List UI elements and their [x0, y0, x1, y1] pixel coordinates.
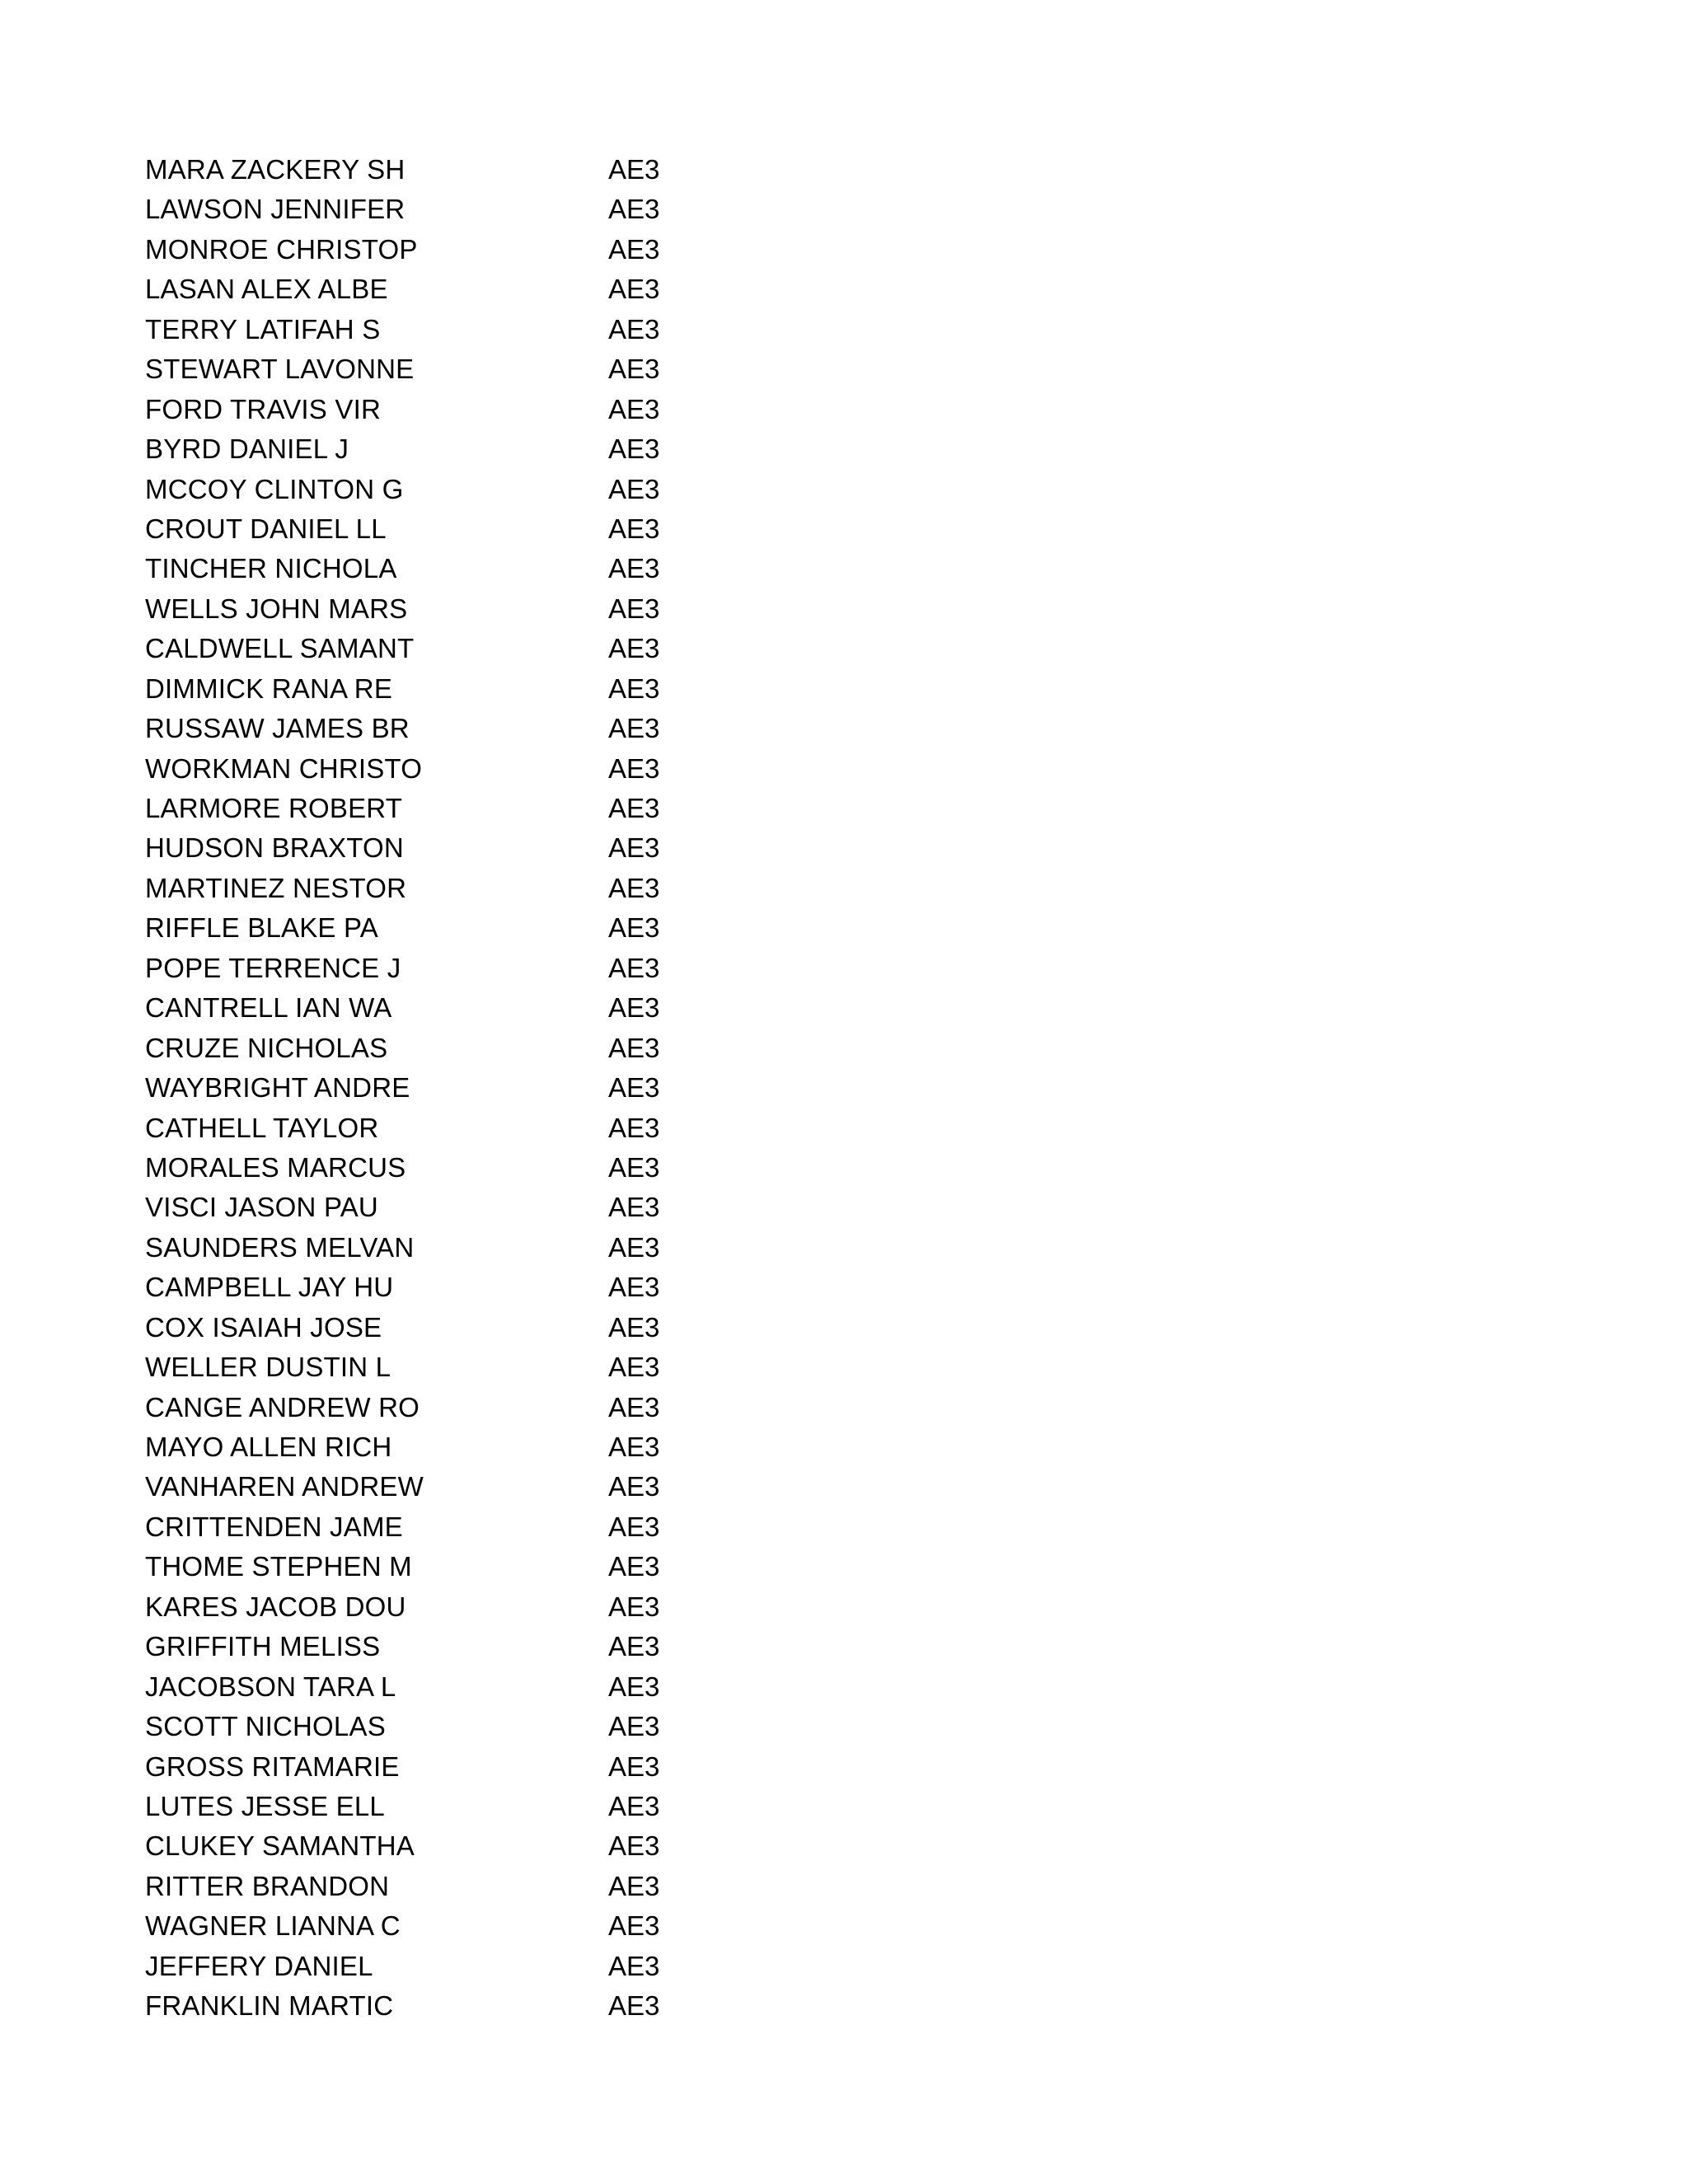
member-name: KARES JACOB DOU	[145, 1591, 406, 1622]
roster-row	[145, 1867, 887, 1906]
member-name: THOME STEPHEN M	[145, 1551, 412, 1582]
member-code: AE3	[608, 912, 660, 944]
roster-row	[145, 269, 887, 309]
member-code: AE3	[608, 1192, 660, 1223]
roster-row	[145, 1787, 887, 1826]
roster-row	[145, 390, 887, 429]
roster-row	[145, 629, 887, 668]
member-name: COX ISAIAH JOSE	[145, 1311, 382, 1343]
roster-row	[145, 470, 887, 509]
roster-row	[145, 190, 887, 229]
member-name: WELLS JOHN MARS	[145, 593, 408, 624]
member-code: AE3	[608, 633, 660, 664]
roster-row	[145, 589, 887, 629]
member-code: AE3	[608, 1950, 660, 1981]
member-code: AE3	[608, 393, 660, 424]
member-code: AE3	[608, 992, 660, 1024]
member-code: AE3	[608, 1990, 660, 2022]
member-name: FORD TRAVIS VIR	[145, 393, 381, 424]
member-name: GROSS RITAMARIE	[145, 1750, 400, 1782]
member-name: MARA ZACKERY SH	[145, 154, 406, 185]
roster-row	[145, 1029, 887, 1068]
roster-row	[145, 1467, 887, 1507]
roster-row	[145, 1347, 887, 1387]
roster-row	[145, 549, 887, 588]
member-name: DIMMICK RANA RE	[145, 673, 393, 704]
roster-row	[145, 1747, 887, 1787]
roster-row	[145, 1906, 887, 1946]
member-code: AE3	[608, 434, 660, 465]
member-name: MONROE CHRISTOP	[145, 233, 418, 265]
member-code: AE3	[608, 1711, 660, 1742]
member-code: AE3	[608, 233, 660, 265]
member-code: AE3	[608, 473, 660, 504]
member-name: RUSSAW JAMES BR	[145, 713, 410, 744]
roster-row	[145, 1308, 887, 1347]
member-name: WAGNER LIANNA C	[145, 1910, 401, 1942]
member-code: AE3	[608, 354, 660, 385]
member-code: AE3	[608, 1272, 660, 1303]
member-name: RITTER BRANDON	[145, 1870, 390, 1901]
member-name: LAWSON JENNIFER	[145, 194, 406, 225]
member-code: AE3	[608, 1551, 660, 1582]
roster-row	[145, 709, 887, 748]
member-name: VANHAREN ANDREW	[145, 1471, 424, 1502]
member-code: AE3	[608, 274, 660, 305]
member-code: AE3	[608, 1790, 660, 1821]
member-name: TERRY LATIFAH S	[145, 313, 381, 344]
roster-row	[145, 828, 887, 868]
member-code: AE3	[608, 793, 660, 823]
roster-list	[145, 150, 887, 2027]
member-name: MARTINEZ NESTOR	[145, 872, 407, 903]
roster-row	[145, 1986, 887, 2026]
member-code: AE3	[608, 832, 660, 864]
member-code: AE3	[608, 752, 660, 784]
roster-row	[145, 1068, 887, 1108]
member-code: AE3	[608, 952, 660, 983]
roster-row	[145, 1427, 887, 1467]
member-code: AE3	[608, 1471, 660, 1502]
roster-row	[145, 230, 887, 269]
member-name: LARMORE ROBERT	[145, 793, 403, 823]
roster-row	[145, 908, 887, 948]
member-name: VISCI JASON PAU	[145, 1192, 378, 1223]
member-code: AE3	[608, 154, 660, 185]
roster-row	[145, 1148, 887, 1188]
member-code: AE3	[608, 1112, 660, 1143]
member-code: AE3	[608, 1870, 660, 1901]
member-code: AE3	[608, 1311, 660, 1343]
roster-row	[145, 949, 887, 988]
member-name: CRUZE NICHOLAS	[145, 1032, 388, 1063]
member-name: HUDSON BRAXTON	[145, 832, 404, 864]
member-name: STEWART LAVONNE	[145, 354, 415, 385]
roster-row	[145, 1268, 887, 1307]
member-code: AE3	[608, 513, 660, 544]
roster-row	[145, 429, 887, 469]
member-name: JACOBSON TARA L	[145, 1671, 396, 1702]
member-name: CAMPBELL JAY HU	[145, 1272, 394, 1303]
member-name: CRITTENDEN JAME	[145, 1511, 403, 1542]
roster-row	[145, 988, 887, 1028]
member-name: CROUT DANIEL LL	[145, 513, 387, 544]
member-name: MCCOY CLINTON G	[145, 473, 404, 504]
member-code: AE3	[608, 1591, 660, 1622]
roster-row	[145, 1947, 887, 1986]
member-code: AE3	[608, 194, 660, 225]
roster-row	[145, 1507, 887, 1547]
member-code: AE3	[608, 313, 660, 344]
member-code: AE3	[608, 553, 660, 584]
roster-row	[145, 1228, 887, 1268]
member-code: AE3	[608, 1750, 660, 1782]
member-name: WELLER DUSTIN L	[145, 1352, 392, 1383]
member-name: RIFFLE BLAKE PA	[145, 912, 378, 944]
roster-row	[145, 150, 887, 190]
member-name: WORKMAN CHRISTO	[145, 752, 423, 784]
member-name: LASAN ALEX ALBE	[145, 274, 388, 305]
roster-row	[145, 669, 887, 709]
member-name: WAYBRIGHT ANDRE	[145, 1072, 410, 1104]
member-code: AE3	[608, 1671, 660, 1702]
roster-row	[145, 1667, 887, 1707]
member-code: AE3	[608, 1231, 660, 1263]
member-code: AE3	[608, 1151, 660, 1183]
member-code: AE3	[608, 1910, 660, 1942]
roster-row	[145, 749, 887, 789]
member-code: AE3	[608, 872, 660, 903]
roster-row	[145, 509, 887, 549]
roster-row	[145, 869, 887, 908]
member-name: CANTRELL IAN WA	[145, 992, 392, 1024]
member-name: JEFFERY DANIEL	[145, 1950, 373, 1981]
roster-row	[145, 1826, 887, 1866]
member-name: CATHELL TAYLOR	[145, 1112, 379, 1143]
member-name: MORALES MARCUS	[145, 1151, 406, 1183]
member-code: AE3	[608, 1830, 660, 1862]
member-name: MAYO ALLEN RICH	[145, 1432, 392, 1462]
member-name: FRANKLIN MARTIC	[145, 1990, 394, 2022]
roster-row	[145, 1188, 887, 1227]
member-name: GRIFFITH MELISS	[145, 1631, 381, 1662]
roster-row	[145, 349, 887, 389]
roster-row	[145, 1707, 887, 1746]
member-name: LUTES JESSE ELL	[145, 1790, 385, 1821]
member-name: CANGE ANDREW RO	[145, 1391, 420, 1422]
member-name: SCOTT NICHOLAS	[145, 1711, 386, 1742]
member-name: SAUNDERS MELVAN	[145, 1231, 415, 1263]
member-code: AE3	[608, 1432, 660, 1462]
member-name: CALDWELL SAMANT	[145, 633, 415, 664]
member-code: AE3	[608, 673, 660, 704]
member-name: CLUKEY SAMANTHA	[145, 1830, 415, 1862]
roster-row	[145, 1388, 887, 1427]
roster-row	[145, 1547, 887, 1586]
roster-row	[145, 1627, 887, 1666]
member-code: AE3	[608, 593, 660, 624]
roster-row	[145, 310, 887, 349]
roster-row	[145, 1108, 887, 1148]
member-code: AE3	[608, 1511, 660, 1542]
roster-row	[145, 789, 887, 828]
roster-row	[145, 1587, 887, 1627]
member-code: AE3	[608, 1032, 660, 1063]
member-code: AE3	[608, 1352, 660, 1383]
member-code: AE3	[608, 713, 660, 744]
member-name: POPE TERRENCE J	[145, 952, 401, 983]
member-code: AE3	[608, 1391, 660, 1422]
member-name: BYRD DANIEL J	[145, 434, 349, 465]
member-name: TINCHER NICHOLA	[145, 553, 397, 584]
member-code: AE3	[608, 1072, 660, 1104]
member-code: AE3	[608, 1631, 660, 1662]
